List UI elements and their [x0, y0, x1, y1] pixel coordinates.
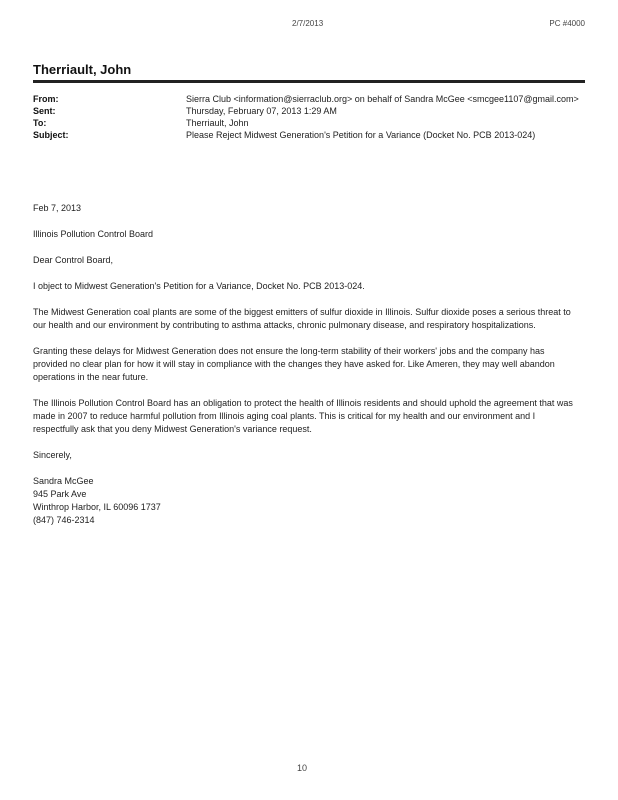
subject-value: Please Reject Midwest Generation's Petition for a Variance (Docket No. PCB 2013-024): [186, 130, 536, 140]
header-date: 2/7/2013: [292, 19, 324, 28]
header-pc-number: PC #4000: [549, 19, 585, 28]
to-label: To:: [33, 118, 47, 128]
subject-row: [33, 129, 585, 141]
sent-row: [33, 105, 585, 117]
from-value: Sierra Club <information@sierraclub.org> on behalf of Sandra McGee <smcgee1107@gmail.com>: [186, 94, 579, 104]
letter-salutation: Dear Control Board,: [33, 255, 114, 265]
email-meta: [33, 93, 585, 141]
signature-city: Winthrop Harbor, IL 60096 1737: [33, 502, 161, 512]
to-value: Therriault, John: [186, 118, 249, 128]
sent-value: Thursday, February 07, 2013 1:29 AM: [186, 106, 337, 116]
letter-date: Feb 7, 2013: [33, 203, 82, 213]
letter-paragraph-1: I object to Midwest Generation's Petition for a Variance, Docket No. PCB 2013-024.: [33, 281, 365, 291]
letter-addressee: Illinois Pollution Control Board: [33, 229, 154, 239]
signature-phone: (847) 746-2314: [33, 515, 95, 525]
page-number: 10: [297, 763, 308, 773]
letter-paragraph-4: The Illinois Pollution Control Board has an obligation to protect the health of Illinois residents and should uphold the agreement that was made in 2007 to reduce harmful pollution from Illinois aging coal plants. This is critical for my health and our environment and I respectfully ask that you deny Midwest Generation's variance request.: [33, 398, 573, 434]
letter-signature: [33, 475, 579, 527]
letter-paragraph-2: The Midwest Generation coal plants are some of the biggest emitters of sulfur dioxide in Illinois. Sulfur dioxide poses a serious threat to our health and our environment by contributing to asthma attacks, chronic pulmonary disease, and respiratory hospitalizations.: [33, 307, 571, 330]
signature-name: Sandra McGee: [33, 476, 94, 486]
recipient-name: Therriault, John: [33, 62, 132, 77]
letter-closing: Sincerely,: [33, 450, 72, 460]
letter-paragraph-3: Granting these delays for Midwest Generation does not ensure the long-term stability of their workers' jobs and the company has provided no clear plan for how it will stay in compliance with the changes they have asked for. Like Ameren, they may well abandon operations in the near future.: [33, 346, 555, 382]
from-row: [33, 93, 585, 105]
header-divider: [33, 80, 585, 83]
signature-street: 945 Park Ave: [33, 489, 87, 499]
sent-label: Sent:: [33, 106, 56, 116]
from-label: From:: [33, 94, 59, 104]
subject-label: Subject:: [33, 130, 69, 140]
letter-body: [33, 202, 579, 540]
to-row: [33, 117, 585, 129]
